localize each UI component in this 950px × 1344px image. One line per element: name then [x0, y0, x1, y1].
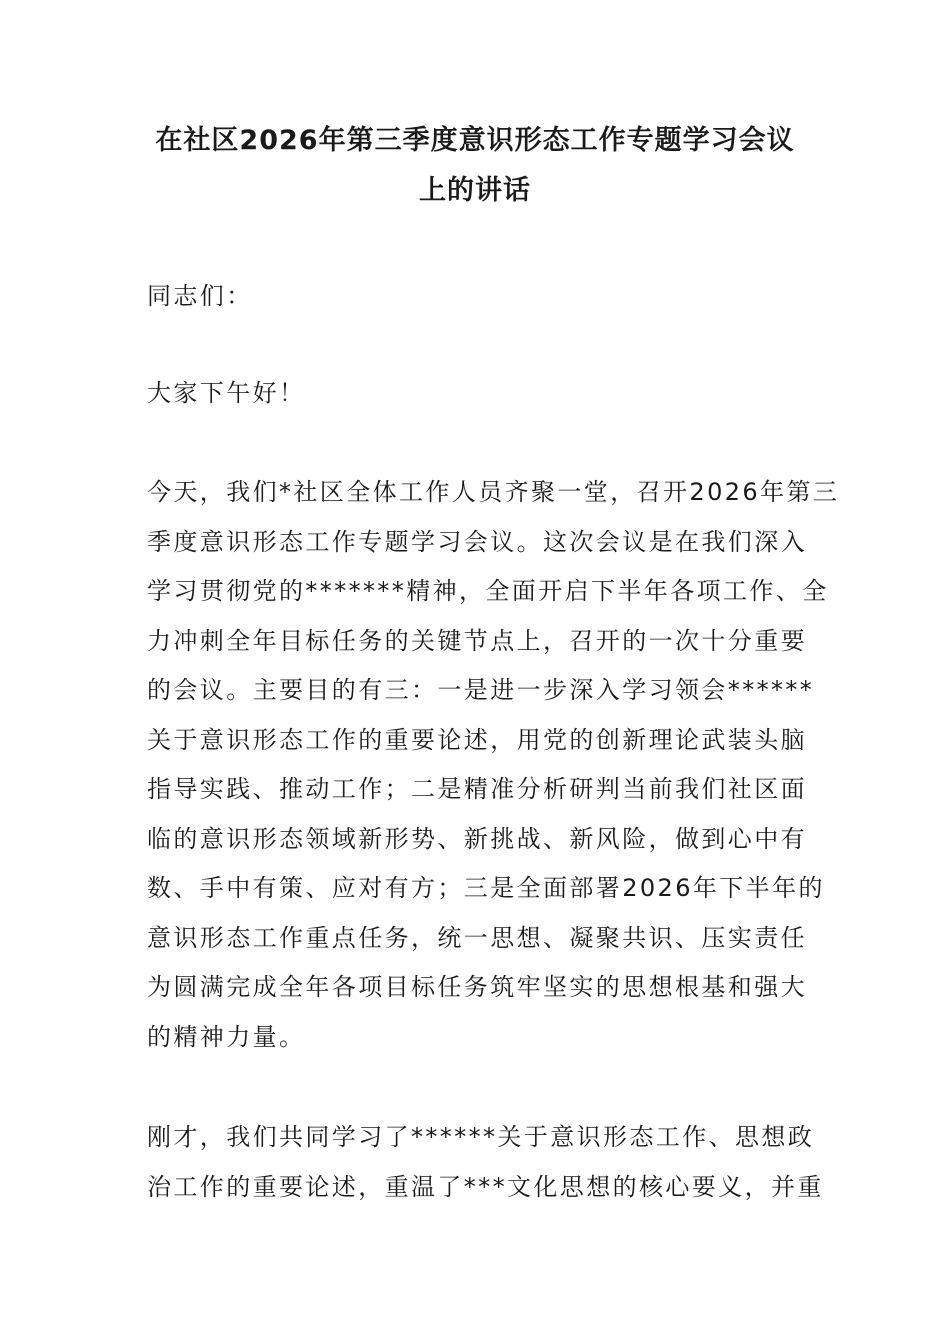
paragraph-2 — [147, 1113, 824, 1212]
paragraph-1-line: 学习贯彻党的*******精神，全面开启下半年各项工作、全 — [147, 577, 829, 605]
paragraph-2-line: 刚才，我们共同学习了******关于意识形态工作、思想政 — [147, 1123, 815, 1151]
paragraph-1-line: 今天，我们*社区全体工作人员齐聚一堂，召开2026年第三 — [147, 478, 840, 506]
paragraph-1-line: 为圆满完成全年各项目标任务筑牢坚实的思想根基和强大 — [147, 973, 807, 1001]
paragraph-1-line: 力冲刺全年目标任务的关键节点上，召开的一次十分重要 — [147, 626, 807, 655]
paragraph-1-line: 关于意识形态工作的重要论述，用党的创新理论武装头脑 — [147, 725, 807, 754]
paragraph-1-line: 季度意识形态工作专题学习会议。这次会议是在我们深入 — [147, 527, 807, 556]
paragraph-2-line: 治工作的重要论述，重温了***文化思想的核心要义，并重 — [147, 1172, 824, 1201]
paragraph-1-line: 的精神力量。 — [147, 1022, 306, 1051]
paragraph-1 — [147, 468, 840, 1062]
paragraph-1-line: 临的意识形态领域新形势、新挑战、新风险，做到心中有 — [147, 824, 807, 853]
salutation: 同志们： — [147, 282, 253, 310]
paragraph-1-line: 数、手中有策、应对有方；三是全面部署2026年下半年的 — [147, 874, 825, 902]
paragraph-1-line: 的会议。主要目的有三：一是进一步深入学习领会****** — [147, 676, 815, 704]
title-line-2: 上的讲话 — [419, 175, 531, 206]
title-line-1: 在社区2026年第三季度意识形态工作专题学习会议 — [155, 125, 795, 156]
paragraph-1-line: 意识形态工作重点任务，统一思想、凝聚共识、压实责任 — [147, 923, 807, 952]
paragraph-1-line: 指导实践、推动工作；二是精准分析研判当前我们社区面 — [147, 775, 807, 803]
greeting: 大家下午好！ — [147, 379, 306, 407]
document-title — [140, 116, 810, 216]
